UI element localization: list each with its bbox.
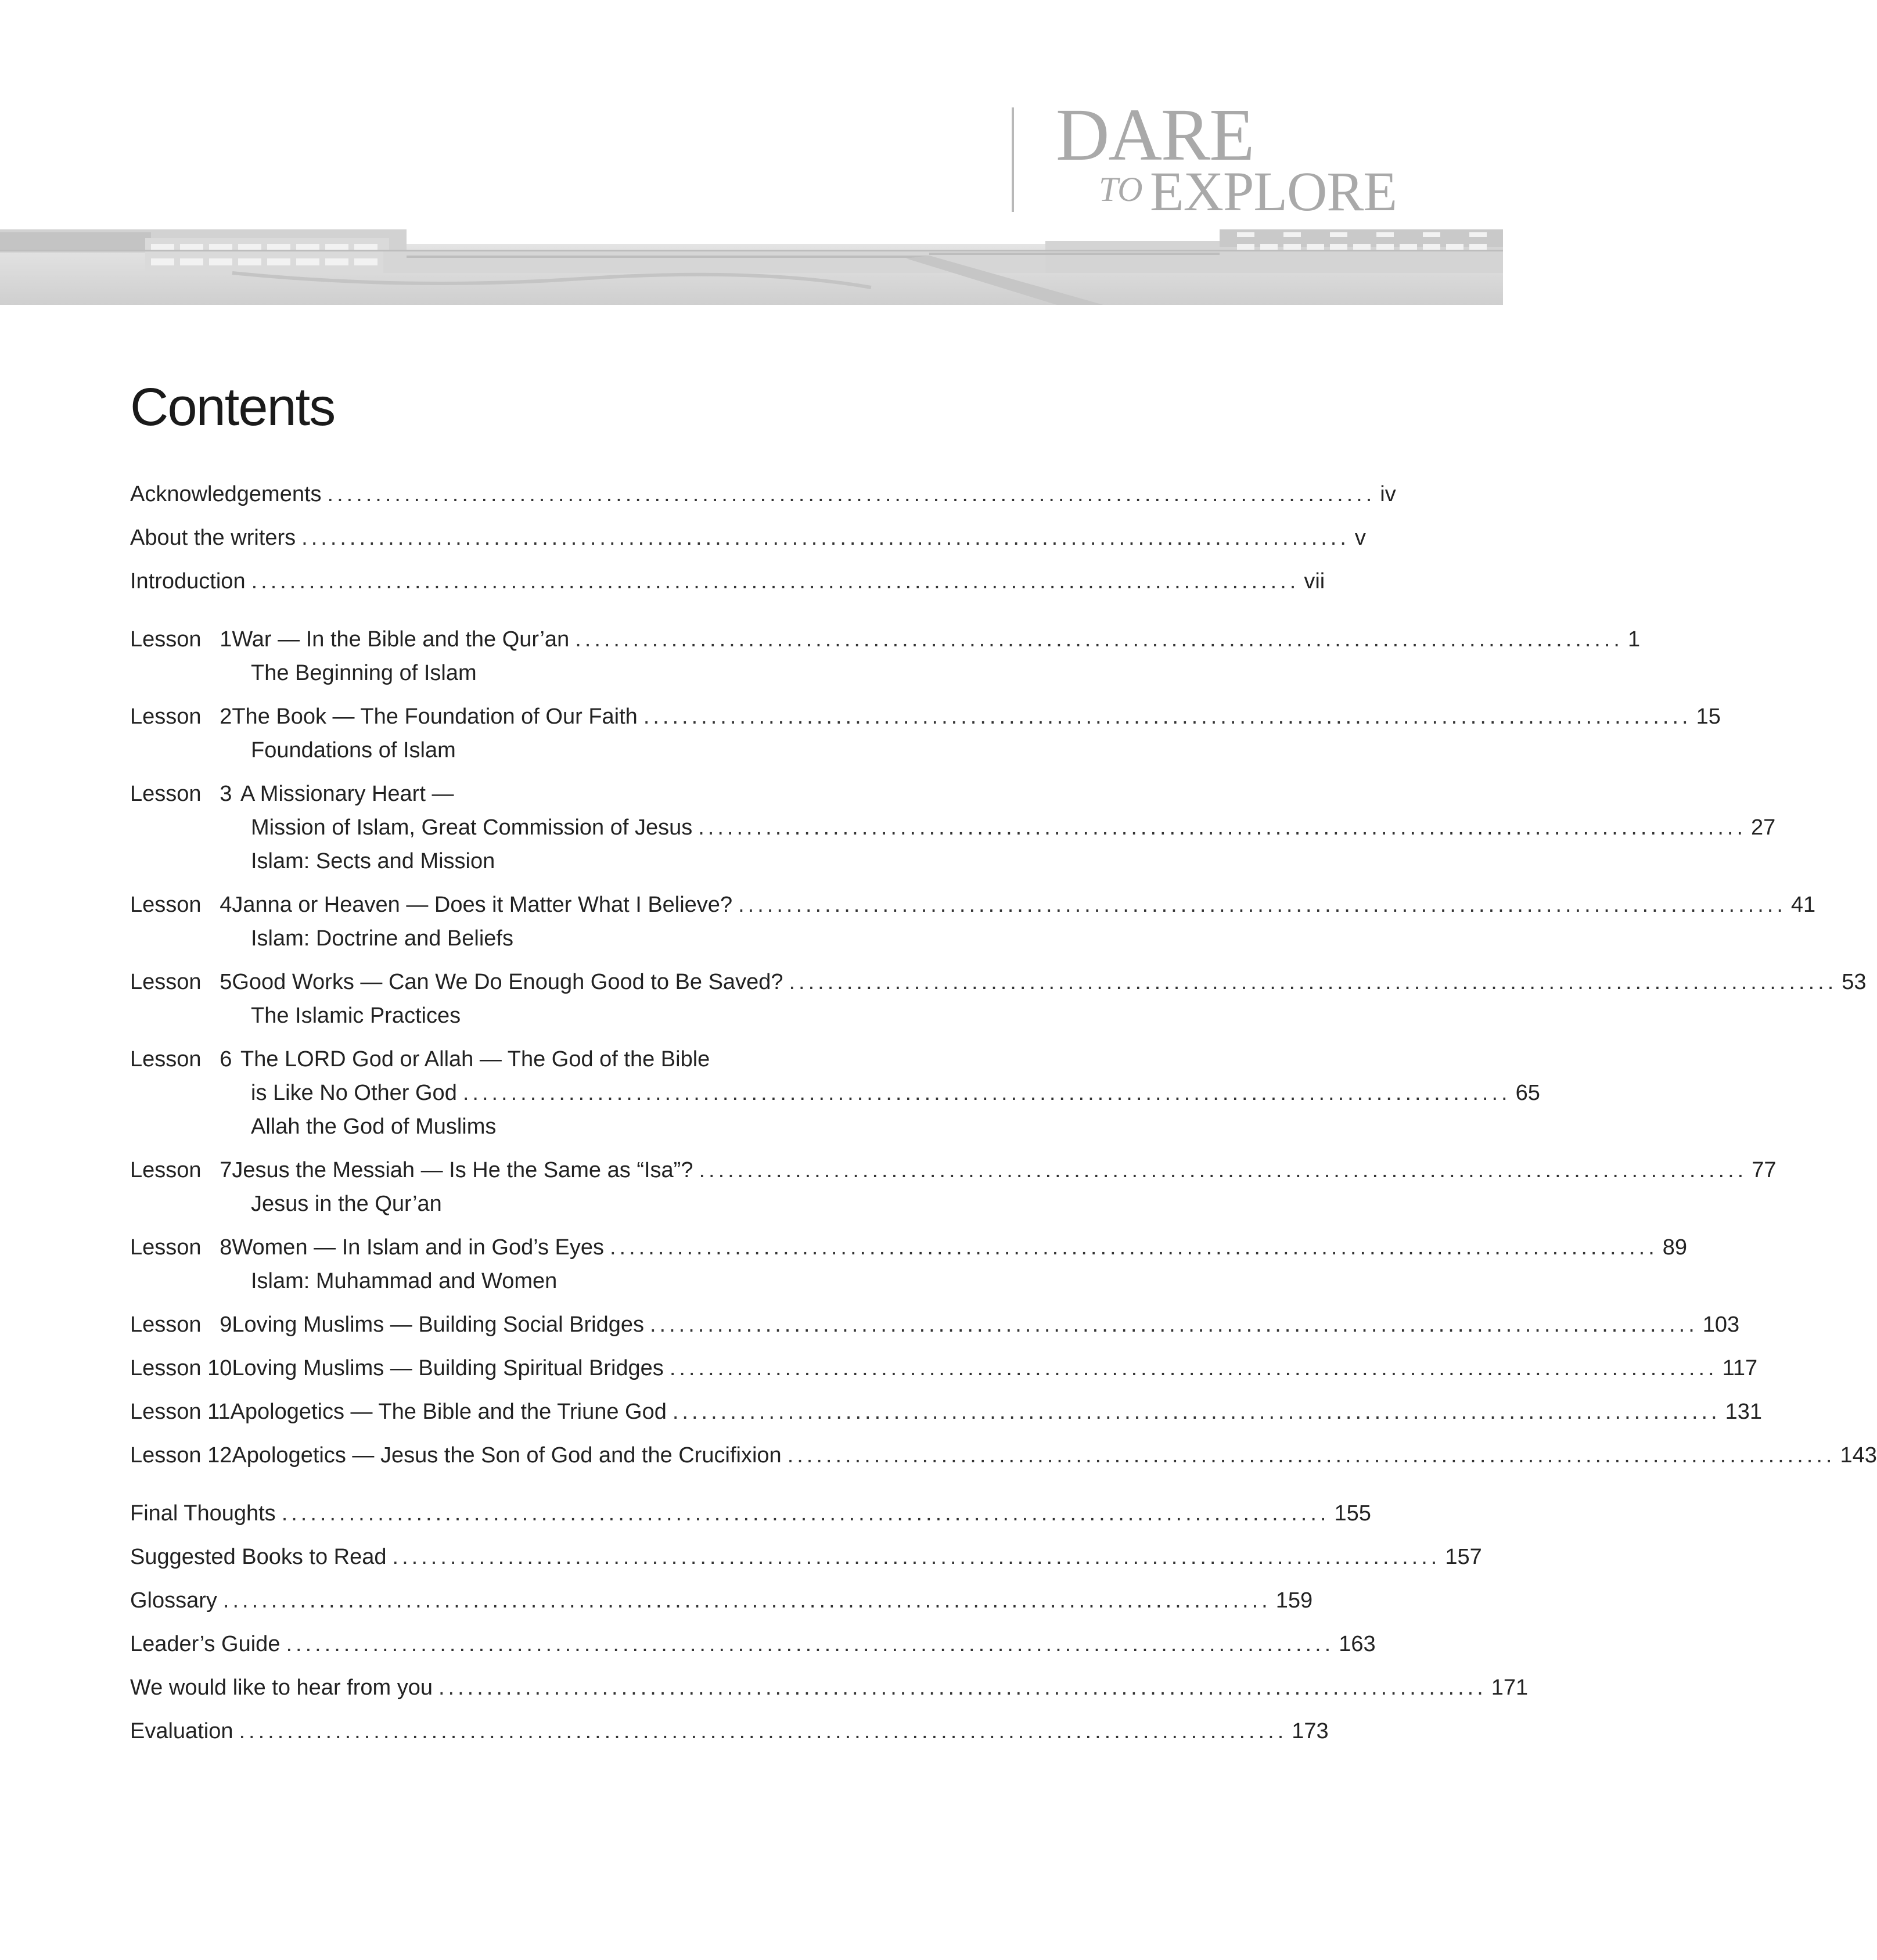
logo-divider	[1012, 107, 1014, 212]
toc-page-number: 15	[1696, 704, 1721, 729]
toc-subtitle: Jesus in the Qur’an	[251, 1192, 442, 1216]
toc-entry-lesson-7[interactable]	[130, 1158, 1777, 1192]
leader-dots: .............................................................................................................	[392, 1545, 1441, 1569]
lesson-label: Lesson 9	[130, 1312, 232, 1337]
toc-entry-lesson-2[interactable]	[130, 704, 1721, 738]
toc-entry-hear-from-you[interactable]	[130, 1675, 1529, 1719]
toc-page-number: 155	[1334, 1501, 1371, 1526]
toc-title-continuation[interactable]: is Like No Other God ............................................................................................................. 65	[251, 1081, 1540, 1105]
logo-to: TO	[1099, 170, 1143, 208]
leader-dots: .............................................................................................................	[438, 1675, 1487, 1700]
lesson-label: Lesson 10	[130, 1356, 232, 1380]
leader-dots: .............................................................................................................	[610, 1235, 1658, 1260]
leader-dots: .............................................................................................................	[650, 1312, 1698, 1337]
toc-subtitle: Foundations of Islam	[251, 738, 456, 763]
toc-title: Introduction	[130, 569, 246, 594]
leader-dots: .............................................................................................................	[286, 1632, 1335, 1656]
toc-page-number: 65	[1515, 1081, 1540, 1105]
toc-title: War — In the Bible and the Qur’an	[232, 627, 570, 652]
toc-entry-introduction[interactable]	[130, 569, 1325, 627]
toc-title: Women — In Islam and in God’s Eyes	[232, 1235, 604, 1260]
toc-title: Suggested Books to Read	[130, 1545, 387, 1569]
toc-entry-suggested-books[interactable]	[130, 1545, 1482, 1588]
toc-subtitle: Allah the God of Muslims	[251, 1114, 497, 1139]
toc-page-number: 89	[1662, 1235, 1688, 1260]
toc-title: Final Thoughts	[130, 1501, 276, 1526]
toc-title-continuation[interactable]: Mission of Islam, Great Commission of Jesus ............................................................................................................. 27	[251, 815, 1776, 840]
leader-dots: .............................................................................................................	[672, 1400, 1721, 1424]
lesson-label: Lesson 4	[130, 893, 232, 917]
toc-title: Apologetics — Jesus the Son of God and the Crucifixion	[232, 1443, 782, 1468]
toc-title: Loving Muslims — Building Social Bridges	[232, 1312, 644, 1337]
toc-page-number: 27	[1751, 815, 1776, 840]
toc-entry-leaders-guide[interactable]	[130, 1632, 1376, 1675]
lesson-label: Lesson 5	[130, 970, 232, 994]
toc-entry-lesson-6[interactable]	[130, 1047, 999, 1081]
toc-title: A Missionary Heart —	[240, 782, 454, 806]
toc-title: Loving Muslims — Building Spiritual Bridges	[232, 1356, 664, 1380]
lesson-label: Lesson 6	[130, 1047, 232, 1071]
toc-subtitle: Islam: Sects and Mission	[251, 849, 495, 873]
leader-dots: .............................................................................................................	[327, 482, 1376, 506]
toc-page-number: iv	[1380, 482, 1396, 506]
toc-entry-lesson-4[interactable]	[130, 893, 1816, 926]
lesson-label: Lesson 12	[130, 1443, 232, 1468]
lesson-label: Lesson 2	[130, 704, 232, 729]
toc-page-number: 131	[1725, 1400, 1763, 1424]
toc-entry-lesson-5[interactable]	[130, 970, 1867, 1004]
logo-explore: EXPLORE	[1150, 160, 1397, 222]
toc-entry-acknowledgements[interactable]	[130, 482, 1396, 526]
leader-dots: .............................................................................................................	[222, 1588, 1271, 1613]
leader-dots: .............................................................................................................	[698, 815, 1747, 840]
toc-page-number: 173	[1292, 1719, 1329, 1743]
toc-title: The LORD God or Allah — The God of the Bible	[240, 1047, 710, 1071]
toc-page-number: 77	[1752, 1158, 1777, 1182]
lesson-label: Lesson 3	[130, 782, 232, 806]
toc-title: Leader’s Guide	[130, 1632, 281, 1656]
toc-entry-evaluation[interactable]	[130, 1719, 1329, 1763]
leader-dots: .............................................................................................................	[462, 1081, 1511, 1105]
leader-dots: .............................................................................................................	[643, 704, 1692, 729]
toc-entry-lesson-9[interactable]	[130, 1312, 1740, 1356]
lesson-label: Lesson 8	[130, 1235, 232, 1260]
toc-page-number: 159	[1275, 1588, 1313, 1613]
toc-subtitle: Islam: Doctrine and Beliefs	[251, 926, 513, 951]
leader-dots: .............................................................................................................	[787, 1443, 1836, 1468]
toc-page-number: 117	[1722, 1356, 1758, 1380]
leader-dots: .............................................................................................................	[575, 627, 1623, 652]
leader-dots: .............................................................................................................	[738, 893, 1786, 917]
banner-texture	[0, 0, 1503, 305]
lesson-label: Lesson 11	[130, 1400, 231, 1424]
toc-entry-about-the-writers[interactable]	[130, 526, 1366, 569]
toc-subtitle: Islam: Muhammad and Women	[251, 1269, 558, 1293]
toc-title: Apologetics — The Bible and the Triune God	[230, 1400, 667, 1424]
toc-page-number: 103	[1702, 1312, 1740, 1337]
toc-page-number: 171	[1491, 1675, 1529, 1700]
toc-subtitle: The Beginning of Islam	[251, 661, 477, 685]
toc-title: Glossary	[130, 1588, 217, 1613]
leader-dots: .............................................................................................................	[789, 970, 1838, 994]
toc-page-number: 53	[1842, 970, 1867, 994]
toc-entry-lesson-8[interactable]	[130, 1235, 1688, 1269]
toc-title: About the writers	[130, 526, 296, 550]
toc-title: Evaluation	[130, 1719, 233, 1743]
toc-entry-glossary[interactable]	[130, 1588, 1313, 1632]
lesson-label: Lesson 1	[130, 627, 232, 652]
toc-title: Jesus the Messiah — Is He the Same as “Isa”?	[232, 1158, 693, 1182]
toc-page-number: v	[1354, 526, 1366, 550]
toc-entry-lesson-11[interactable]	[130, 1400, 1763, 1443]
toc-entry-final-thoughts[interactable]	[130, 1501, 1371, 1545]
toc-page-number: 41	[1790, 893, 1816, 917]
lesson-label: Lesson 7	[130, 1158, 232, 1182]
toc-entry-lesson-1[interactable]	[130, 627, 1641, 661]
toc-page-number: 143	[1840, 1443, 1877, 1468]
toc-title: Acknowledgements	[130, 482, 322, 506]
toc-page-number: vii	[1304, 569, 1325, 594]
leader-dots: .............................................................................................................	[301, 526, 1350, 550]
toc-page-number: 163	[1339, 1632, 1376, 1656]
toc-title: Janna or Heaven — Does it Matter What I Believe?	[232, 893, 733, 917]
toc-entry-lesson-3[interactable]	[130, 782, 999, 815]
logo-dare: DARE	[1056, 93, 1254, 176]
header-banner	[0, 0, 1503, 305]
leader-dots: .............................................................................................................	[281, 1501, 1330, 1526]
toc-page-number: 157	[1445, 1545, 1482, 1569]
toc-title: Good Works — Can We Do Enough Good to Be Saved?	[232, 970, 783, 994]
leader-dots: .............................................................................................................	[239, 1719, 1288, 1743]
leader-dots: .............................................................................................................	[669, 1356, 1718, 1380]
page-title: Contents	[130, 377, 335, 437]
toc-title: We would like to hear from you	[130, 1675, 433, 1700]
leader-dots: .............................................................................................................	[251, 569, 1300, 594]
toc-entry-lesson-12[interactable]	[130, 1443, 1877, 1501]
table-of-contents	[130, 482, 1877, 1763]
leader-dots: .............................................................................................................	[699, 1158, 1747, 1182]
toc-page-number: 1	[1627, 627, 1641, 652]
toc-entry-lesson-10[interactable]	[130, 1356, 1758, 1400]
toc-subtitle: The Islamic Practices	[251, 1004, 461, 1028]
toc-title: The Book — The Foundation of Our Faith	[232, 704, 638, 729]
